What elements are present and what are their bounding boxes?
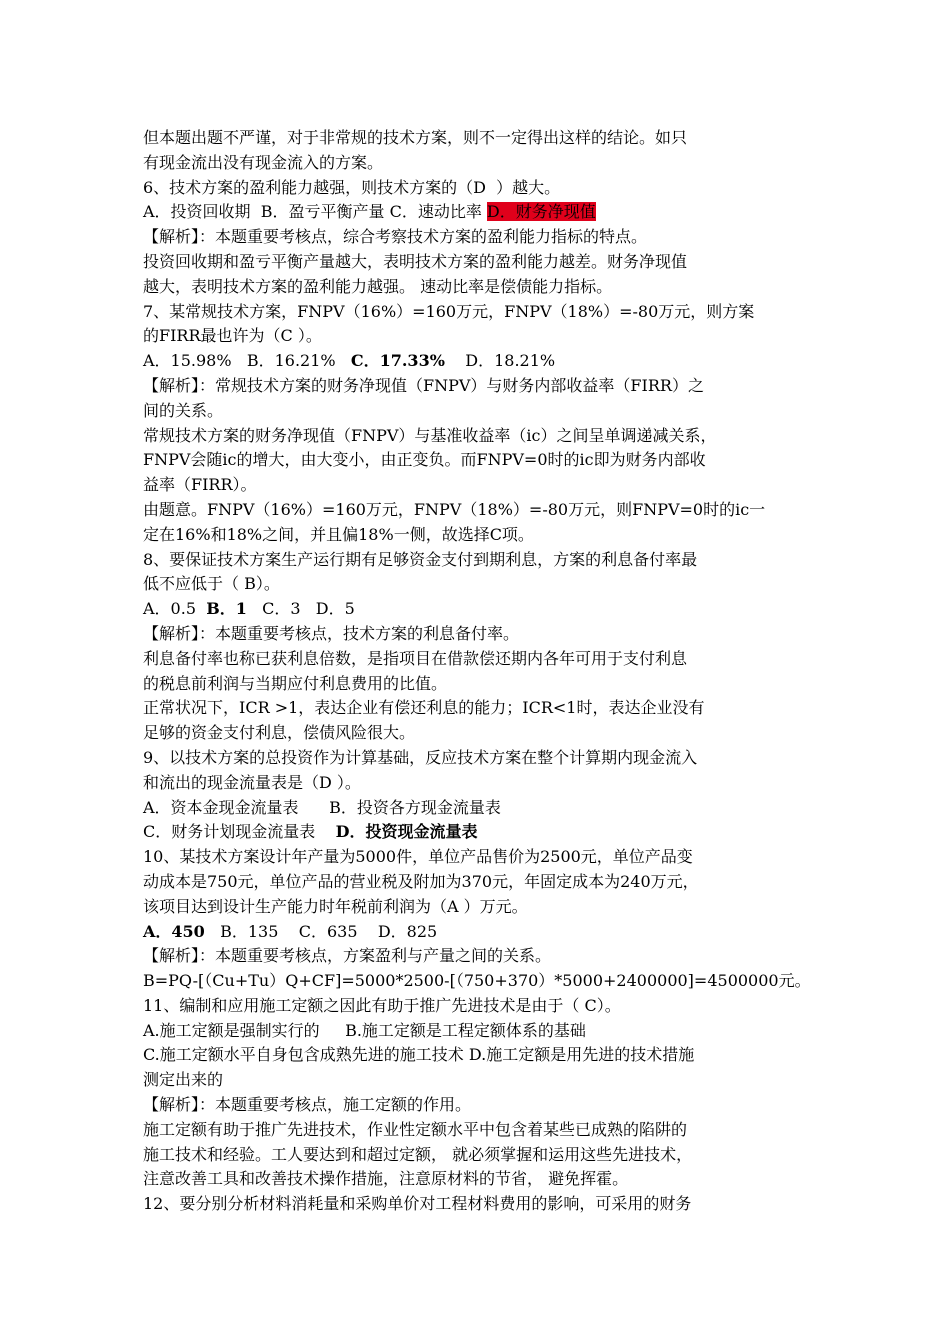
text-segment: 施工技术和经验。工人要达到和超过定额， 就必须掌握和运用这些先进技术， bbox=[143, 1144, 693, 1164]
text-line bbox=[143, 1043, 813, 1068]
text-line bbox=[143, 771, 813, 796]
text-line bbox=[143, 895, 813, 920]
text-segment: 和流出的现金流量表是（D ）。 bbox=[143, 772, 361, 792]
text-segment: 有现金流出没有现金流入的方案。 bbox=[143, 152, 384, 172]
text-segment: 7、某常规技术方案，FNPV（16%）=160万元，FNPV（18%）=-80万元，则方案 bbox=[143, 301, 755, 321]
text-line bbox=[143, 324, 813, 349]
text-line bbox=[143, 200, 813, 225]
text-line bbox=[143, 275, 813, 300]
text-segment: 越大，表明技术方案的盈利能力越强。 速动比率是偿债能力指标。 bbox=[143, 276, 613, 296]
text-segment: 该项目达到设计生产能力时年税前利润为（A ）万元。 bbox=[143, 896, 528, 916]
text-segment: B．135 C．635 D．825 bbox=[204, 921, 438, 941]
text-segment: 的税息前利润与当期应付利息费用的比值。 bbox=[143, 673, 448, 693]
text-segment: 足够的资金支付利息，偿债风险很大。 bbox=[143, 723, 416, 743]
text-segment: 但本题出题不严谨，对于非常规的技术方案，则不一定得出这样的结论。如只 bbox=[143, 128, 688, 147]
text-segment: A．投资回收期 B．盈亏平衡产量 C．速动比率 bbox=[143, 202, 487, 222]
text-segment: 定在16%和18%之间，并且偏18%一侧，故选择C项。 bbox=[143, 524, 534, 544]
text-segment: 施工定额有助于推广先进技术，作业性定额水平中包含着某些已成熟的陷阱的 bbox=[143, 1119, 688, 1139]
text-line bbox=[143, 672, 813, 697]
highlighted-answer: D．财务净现值 bbox=[486, 202, 596, 222]
text-line bbox=[143, 721, 813, 746]
text-line bbox=[143, 349, 813, 374]
text-line bbox=[143, 845, 813, 870]
text-line bbox=[143, 374, 813, 399]
text-line bbox=[143, 399, 813, 424]
text-segment: 益率（FIRR）。 bbox=[143, 475, 257, 495]
text-line bbox=[143, 523, 813, 548]
text-line bbox=[143, 498, 813, 523]
text-segment: 【解析】：本题重要考核点，施工定额的作用。 bbox=[143, 1095, 472, 1115]
text-line bbox=[143, 820, 813, 845]
text-line bbox=[143, 969, 813, 994]
text-segment: 注意改善工具和改善技术操作措施，注意原材料的节省， 避免挥霍。 bbox=[143, 1169, 629, 1189]
text-segment: A.施工定额是强制实行的 B.施工定额是工程定额体系的基础 bbox=[143, 1020, 586, 1040]
text-line bbox=[143, 647, 813, 672]
document-body bbox=[143, 126, 813, 1217]
bold-answer: B．1 bbox=[206, 599, 247, 619]
text-line bbox=[143, 1192, 813, 1217]
text-line bbox=[143, 1068, 813, 1093]
text-line bbox=[143, 250, 813, 275]
text-segment: 利息备付率也称已获利息倍数，是指项目在借款偿还期内各年可用于支付利息 bbox=[143, 648, 688, 668]
text-line bbox=[143, 1093, 813, 1118]
text-line bbox=[143, 548, 813, 573]
text-segment: 8、要保证技术方案生产运行期有足够资金支付到期利息，方案的利息备付率最 bbox=[143, 549, 698, 569]
text-line bbox=[143, 225, 813, 250]
text-segment: A．15.98% B．16.21% bbox=[143, 351, 351, 371]
text-segment: 常规技术方案的财务净现值（FNPV）与基准收益率（ic）之间呈单调递减关系， bbox=[143, 425, 717, 445]
text-line bbox=[143, 126, 813, 151]
text-segment: 间的关系。 bbox=[143, 400, 224, 420]
text-segment: A．0.5 bbox=[143, 599, 207, 619]
bold-answer: A．450 bbox=[143, 921, 205, 941]
text-line bbox=[143, 796, 813, 821]
text-line bbox=[143, 1118, 813, 1143]
text-segment: 【解析】：本题重要考核点，综合考察技术方案的盈利能力指标的特点。 bbox=[143, 227, 648, 247]
text-line bbox=[143, 597, 813, 622]
text-line bbox=[143, 176, 813, 201]
text-segment: 动成本是750元，单位产品的营业税及附加为370元，年固定成本为240万元， bbox=[143, 871, 699, 891]
text-line bbox=[143, 920, 813, 945]
text-segment: 12、要分别分析材料消耗量和采购单价对工程材料费用的影响，可采用的财务 bbox=[143, 1194, 692, 1214]
text-segment: FNPV会随ic的增大，由大变小，由正变负。而FNPV=0时的ic即为财务内部收 bbox=[143, 450, 706, 470]
bold-answer: C．17.33% bbox=[350, 351, 445, 371]
text-segment: 6、技术方案的盈利能力越强，则技术方案的（D ）越大。 bbox=[143, 177, 561, 197]
text-segment: A．资本金现金流量表 B．投资各方现金流量表 bbox=[143, 797, 501, 817]
text-line bbox=[143, 473, 813, 498]
text-line bbox=[143, 300, 813, 325]
text-line bbox=[143, 1019, 813, 1044]
text-segment: 由题意。FNPV（16%）=160万元，FNPV（18%）=-80万元，则FNPV=0时的ic一 bbox=[143, 499, 766, 519]
text-segment: C.施工定额水平自身包含成熟先进的施工技术 D.施工定额是用先进的技术措施 bbox=[143, 1045, 695, 1065]
text-line bbox=[143, 944, 813, 969]
text-segment: 投资回收期和盈亏平衡产量越大，表明技术方案的盈利能力越差。财务净现值 bbox=[143, 251, 688, 271]
text-segment: D．18.21% bbox=[444, 351, 556, 371]
text-line bbox=[143, 1167, 813, 1192]
text-segment: 【解析】：本题重要考核点，技术方案的利息备付率。 bbox=[143, 623, 520, 643]
bold-answer: D．投资现金流量表 bbox=[335, 822, 478, 842]
text-segment: 低不应低于（ B）。 bbox=[143, 574, 280, 594]
text-segment: B=PQ-[（Cu+Tu）Q+CF]=5000*2500-[（750+370）*5000+2400000]=4500000元。 bbox=[143, 971, 811, 991]
text-segment: 【解析】：常规技术方案的财务净现值（FNPV）与财务内部收益率（FIRR）之 bbox=[143, 375, 704, 395]
text-line bbox=[143, 1143, 813, 1168]
text-segment: C．财务计划现金流量表 bbox=[143, 822, 336, 842]
text-segment: C．3 D．5 bbox=[246, 599, 355, 619]
text-line bbox=[143, 622, 813, 647]
text-line bbox=[143, 572, 813, 597]
text-segment: 【解析】：本题重要考核点，方案盈利与产量之间的关系。 bbox=[143, 946, 552, 966]
text-segment: 11、编制和应用施工定额之因此有助于推广先进技术是由于（ C）。 bbox=[143, 995, 621, 1015]
text-line bbox=[143, 424, 813, 449]
text-line bbox=[143, 746, 813, 771]
text-line bbox=[143, 870, 813, 895]
text-segment: 9、以技术方案的总投资作为计算基础，反应技术方案在整个计算期内现金流入 bbox=[143, 747, 698, 767]
text-segment: 10、某技术方案设计年产量为5000件，单位产品售价为2500元，单位产品变 bbox=[143, 847, 693, 867]
text-line bbox=[143, 151, 813, 176]
text-segment: 测定出来的 bbox=[143, 1070, 224, 1090]
text-segment: 的FIRR最也许为（C ）。 bbox=[143, 326, 322, 346]
text-line bbox=[143, 994, 813, 1019]
text-line bbox=[143, 448, 813, 473]
text-segment: 正常状况下，ICR >1，表达企业有偿还利息的能力；ICR<1时，表达企业没有 bbox=[143, 698, 705, 718]
text-line bbox=[143, 696, 813, 721]
